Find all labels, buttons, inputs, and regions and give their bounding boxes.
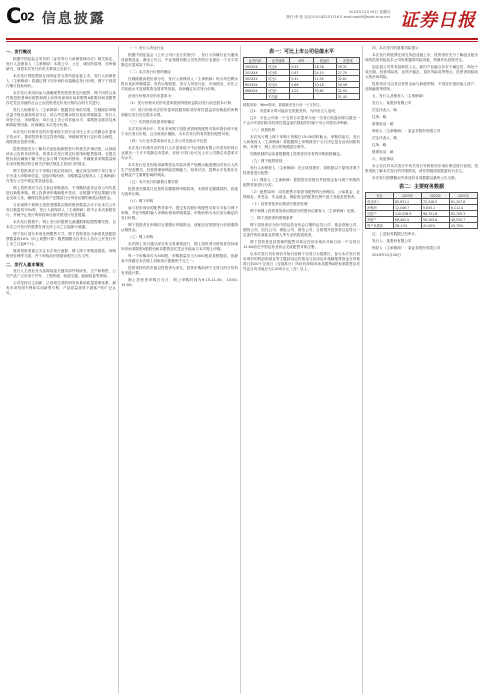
paragraph: （一）发行人所处行业	[128, 46, 164, 50]
paragraph: 参与初步询价的配售对象中，提交有效报价的配售对象方可参与网下申购，并在申购时输入申购价格和申购数量，申购价格为本次发行确定的发行价格。	[121, 206, 238, 220]
contact-line: 制作:李 波 电话:010-83251716 E-mail:zqrb9@zqrb.sina.net	[286, 15, 390, 19]
section-title: 信息披露	[41, 11, 106, 27]
paragraph: 每一个申购单位为500股，申购数量应当为500股或其整数倍，但最高不得超过本次网上初始发行股数的千分之一。	[121, 254, 238, 263]
paragraph: 本次发行存在因取得募集资金导致净资产规模大幅度增加对发行人的生产经营模式、经营管理和风险控制能力、财务状况、盈利水平及股东长远利益产生重要影响的风险。	[121, 163, 238, 177]
table-cell: 96,331.6	[422, 211, 450, 217]
paragraph: 联系电话：略	[372, 150, 394, 154]
table-cell: 27.70	[336, 70, 359, 76]
column-4	[365, 46, 478, 694]
table-header-cell: 收盘价	[313, 58, 336, 64]
table-cell: 301XXX	[244, 70, 267, 76]
column-3	[243, 46, 360, 694]
table-header-cell: EPS	[290, 58, 313, 64]
table-cell: 可比A	[267, 64, 290, 70]
paragraph: 保荐人（主承销商）：某证券股份有限公司	[372, 246, 441, 250]
col1-footer-heading: 二、发行人基本情况	[6, 261, 44, 267]
paragraph: （四）与行业市盈率和可比上市公司估值水平比较	[128, 139, 208, 143]
paragraph: 根据中国证监会《上市公司行业分类指引》，发行人所属行业为通用设备制造业。截至公告日，中证指数有限公司发布的行业最近一个月平均静态市盈率如下所示。	[121, 53, 238, 67]
paragraph: 发行人：某股份有限公司	[372, 239, 412, 243]
table-cell: 0.66	[290, 82, 313, 88]
table-header-cell: 2022年	[422, 193, 450, 199]
paragraph: （2）配售原则：同类配售对象获得配售的比例相同，公募基金、社保基金、养老金、年金基金、保险资金的配售比例不低于其他类投资者。	[243, 189, 360, 199]
paragraph: 六、其他事项	[372, 157, 394, 161]
table-cell: 30.61	[336, 76, 359, 82]
table-cell: 8,112.4	[450, 205, 478, 211]
table1-note: 数据来源：Wind资讯，数据截至发行前一个交易日。	[243, 103, 323, 107]
table-cell: 33.60	[313, 88, 336, 94]
paragraph: 法定代表人：略	[372, 108, 398, 112]
column-divider	[240, 46, 241, 694]
col2-body	[121, 46, 238, 288]
table-cell: 可比C	[267, 76, 290, 82]
paragraph: 回拨机制的启动将根据网上投资者初步有效申购倍数确定。	[250, 151, 344, 156]
paragraph: 联系电话：略	[372, 122, 394, 126]
paragraph: 网上投资者应当自主表达申购意向，不得概括委托证券公司代其进行新股申购。网上投资者申购新股中签后，应根据中签结果履行资金交收义务，确保其资金账户在缴款日日终有足额的新股认购资金。	[6, 185, 116, 200]
page-number-group	[6, 4, 106, 28]
table-cell: 72,418.5	[422, 199, 450, 205]
paragraph: 本次发行价格对应的发行人市盈率低于中证指数有限公司发布的同行业最近一个月平均静态市盈率，亦低于同行业可比上市公司静态市盈率平均水平。	[121, 146, 238, 160]
paragraph: 注1：市盈率计算可能存在尾数差异，为四舍五入造成；	[250, 108, 339, 113]
column-divider	[362, 46, 363, 694]
table-cell: 35.31	[336, 64, 359, 70]
table-row	[244, 94, 360, 100]
table-cell	[313, 94, 336, 100]
paragraph: 网下投资者在申购时无需缴付申购资金，获配后应按照发行价格缴纳认购资金。	[121, 223, 238, 232]
paragraph: 本次发行的股票拟在深圳证券交易所创业板上市，发行人和保荐人（主承销商）将通过网下初步询价直接确定发行价格，网下不再进行累计投标询价。	[6, 73, 116, 88]
table-header-cell: 2021年	[450, 193, 478, 199]
paragraph: 保荐人（主承销商）：某证券股份有限公司	[372, 129, 441, 133]
issue-date: 2024年12月26日 星期四	[349, 10, 390, 14]
paragraph: 公司坚持自主创新，已形成完善的研发体系和质量管理体系，拥有多项发明专利和实用新型专利，产品质量获得下游客户的广泛认可。	[6, 281, 116, 295]
table2-title: 表二：主要财务数据	[398, 184, 444, 190]
table-header-cell: 2023年	[394, 193, 422, 199]
table-header-cell: 项目	[366, 193, 394, 199]
paragraph: （八）回拨机制	[250, 127, 276, 132]
table-cell: 净资产	[366, 217, 394, 223]
table-cell: 净利润	[366, 205, 394, 211]
paragraph: （1）保荐人（主承销商）将提供有效报价并按规定参与网下申购的配售对象进行分类；	[243, 177, 360, 187]
paragraph: 网下投资者应当于申购日规定时间内，通过深交所网下发行电子平台录入申购单信息，包括申购价格、申购数量及保荐人（主承销商）在发行公告中规定的其他信息。	[6, 168, 116, 183]
col4-body	[365, 46, 478, 181]
table-cell: 资产负债率	[366, 223, 394, 229]
table-cell: 总资产	[366, 211, 394, 217]
table-cell: 0.41	[290, 76, 313, 82]
table-cell: 38.11%	[394, 223, 422, 229]
table-row	[366, 223, 478, 229]
column-2	[121, 46, 238, 694]
table-cell: 12.55	[313, 76, 336, 82]
table-cell: 20.18	[313, 82, 336, 88]
paragraph: 网下和网上投资者放弃认购部分的股份由保荐人（主承销商）包销。	[250, 208, 358, 213]
paragraph: 网上投资者申购日当日，网上申购时间为9:15-11:30、13:00-15:00。	[121, 278, 238, 287]
paragraph: （七）网上申购	[128, 235, 154, 239]
header-rule	[6, 38, 478, 40]
table-cell: 82,709.3	[450, 211, 478, 217]
table-cell: 18.36	[313, 64, 336, 70]
col4-tail	[365, 232, 478, 258]
table-cell: 1.02	[290, 88, 313, 94]
page-number-suffix: 02	[20, 10, 34, 24]
paragraph: （六）网下申购	[128, 199, 154, 203]
paragraph: 发行人主营业务为高端装备关键零部件的研发、生产和销售，公司产品广泛应用于汽车、工程机械、轨道交通、能源装备等领域。	[6, 269, 116, 278]
paragraph: 2024年12月26日	[372, 253, 402, 257]
page-header	[0, 0, 484, 42]
table-cell: 可比E	[267, 88, 290, 94]
paragraph: （二）本次发行价格的确定	[128, 70, 172, 74]
table-cell: 41.50%	[422, 223, 450, 229]
paragraph: 发行人和保荐人（主承销商）根据初步询价结果，在剔除拟申购总量中报价最高的部分后，综合考虑剩余报价及拟申购数量、发行人所处行业、市场情况、同行业上市公司估值水平、募集资金需求及承销风险等因素，协商确定本次发行价格。	[6, 107, 116, 127]
paragraph: 注2：可比公司前一个交易日市盈率为前一交易日收盘价除以最近一个会计年度扣除非经常性损益前后孰低的归属于母公司股东净利润。	[243, 115, 360, 125]
col3-body	[243, 109, 360, 272]
paragraph: 创业板公司具有创新投入大、新旧产业融合存在不确定性、尚处于成长期、经营风险高、业绩不稳定、退市风险高等特点，投资者面临较大的市场风险。	[365, 65, 478, 79]
paragraph: 在剔除最高报价部分后，发行人和保荐人（主承销商）综合考虑剩余报价及拟申购数量、有效认购倍数、发行人所处行业、市场情况、可比公司估值水平及募集资金需求等因素，协商确定本次发行价格。	[121, 77, 238, 91]
paragraph: （三）有效报价投资者的确定	[128, 120, 175, 124]
table-cell: 68,402.5	[394, 217, 422, 223]
paragraph: 本次发行价格对应的市盈率低于同行业可比上市公司静态市盈率平均水平，提请投资者关注投资风险，审慎研判发行定价的合理性，理性做出投资决策。	[6, 129, 116, 144]
paragraph: 本公告仅对本次发行中有关发行安排和初步询价事宜进行说明，投资者欲了解本次发行的详细情况，请仔细阅读招股意向书全文。	[365, 164, 478, 173]
table1-title: 表一：可比上市公司估值水平	[268, 49, 334, 55]
paragraph: 投资者应当以其自有资金参与新股申购，不得存在借用他人账户、违规融资等情形。	[365, 82, 478, 91]
paragraph: 投资者在缴款日应按时足额缴纳申购款项，未按时足额缴款的，将视为放弃认购。	[121, 187, 238, 196]
table-cell: 可比B	[267, 70, 290, 76]
masthead-logo: 证券日报	[400, 10, 476, 31]
table-cell: 688XXX	[244, 88, 267, 94]
paragraph: 本次初步询价中，共有多家网下投资者管理的配售对象申报价格不低于本次发行价格，且未被高价剔除，为本次发行的有效报价配售对象。	[121, 127, 238, 136]
col1-heading: 一、发行概况	[6, 49, 32, 54]
paragraph: 当出现网下和网上投资者缴款认购的股份数量合计不足本次公开发行数量的70%时，发行人和保荐人（主承销商）将中止本次新股发行，并就中止发行的原因和后续安排进行信息披露。	[6, 202, 116, 217]
column-divider	[118, 46, 119, 694]
table-cell: 12,046.7	[394, 205, 422, 211]
table-cell: 85,631.2	[394, 199, 422, 205]
paragraph: 三、网下投资者的资格条件	[250, 215, 294, 220]
table-cell: 0.52	[290, 64, 313, 70]
paragraph: 本次网上发行通过深交所交易系统进行，网上投资者可使用其所持深圳市场非限售A股股份和非限售存托凭证市值参与本次网上申购。	[121, 242, 238, 251]
paragraph: 本次发行的股票在深交所创业板上市，投资者应充分了解创业板市场的投资风险及本公司所披露的风险因素，审慎作出投资决定。	[365, 53, 478, 62]
table-header-cell: 市盈率	[336, 58, 359, 64]
paragraph: 发行人和保荐人（主承销商）在完成回拨后，将根据以下原则对网下投资者进行配售：	[243, 165, 360, 175]
col1-footer-body	[6, 269, 116, 296]
paragraph: （1）发行价格对应的市盈率按照每股收益除以发行前总股本计算；	[128, 101, 235, 105]
paragraph: 注：上述财务数据已经审计。	[372, 232, 419, 236]
table-cell: 30.58	[336, 82, 359, 88]
table-cell: 300XXX	[244, 64, 267, 70]
paragraph: 投资者需充分了解有关创业板新股发行的相关法律法规，认真阅读本公告的各项内容，知悉本次发行的定价原则和配售原则，在提交报价前应确保不属于禁止参与网下询价的情形，并确保其申购数量和未来持股情况符合相关法律法规及主管部门的规定。	[6, 146, 116, 166]
table-cell: 32.94	[336, 88, 359, 94]
masthead-block	[400, 6, 476, 32]
paragraph: （2）发行价格对应的市盈率按照扣除非经常性损益前后孰低的净利润除以发行后总股本计算。	[121, 108, 238, 117]
paragraph: 四、本次发行的重要风险提示	[372, 46, 419, 50]
paragraph: 网下发行部分采用比例限售方式，网下投资者应当承诺其获配股票数量的10%（向上取整计算）限售期限为自发行人首次公开发行并上市之日起6个月。	[6, 231, 116, 246]
page-number: C02	[6, 4, 34, 28]
paragraph: 发行人：某股份有限公司	[372, 101, 412, 105]
table-cell	[244, 94, 267, 100]
table-cell: 61,207.8	[450, 199, 478, 205]
table-cell: 002XXX	[244, 76, 267, 82]
comparable-companies-table	[243, 57, 360, 100]
paragraph: （九）网下配售原则	[250, 158, 283, 163]
paragraph: 投资者持有的市值以投资者为单位，按其申购前两个交易日的日均持有市值计算。	[121, 266, 238, 275]
paragraph: 本次发行股票中，网上发行的股票无流通限制及限售期安排，自本次公开发行的股票在深交所上市之日起即可流通。	[6, 219, 116, 229]
table-cell: 可比D	[267, 82, 290, 88]
table-cell: 平均值	[267, 94, 290, 100]
paragraph: 根据中国证监会发布的《证券发行与承销管理办法》相关规定，发行人及保荐人（主承销商）本着公平、公正、诚信的原则，经审慎研究，现将本次发行的有关事项公告如下。	[6, 56, 116, 71]
paragraph: （五）本次发行的重要日期安排	[128, 180, 179, 184]
table-cell: 110,528.9	[394, 211, 422, 217]
table-cell: 46,520.7	[450, 217, 478, 223]
table-cell: 0.87	[290, 70, 313, 76]
paragraph: 住所：略	[372, 115, 387, 119]
paragraph: 法定代表人：略	[372, 136, 398, 140]
table-header-cell: 证券代码	[244, 58, 267, 64]
table-cell: 56,355.8	[422, 217, 450, 223]
table-cell: 603XXX	[244, 82, 267, 88]
paragraph: 本次发行网上网下申购于申购日15:00同时截止。申购结束后，发行人和保荐人（主承销商）将根据网上申购情况于当日决定是否启动回拨机制，对网下、网上发行的规模进行调节。	[243, 134, 360, 149]
paragraph: 五、发行人及保荐人（主承销商）	[372, 94, 426, 98]
table-cell: 43.75%	[450, 223, 478, 229]
header-rule-thin	[6, 41, 478, 42]
table-cell: 31.43	[336, 94, 359, 100]
paragraph: 网下投资者及其管理的配售对象应在初步询价开始日前一个交易日12:00前在中国证券业协会完成配售对象注册。	[243, 239, 360, 249]
paragraph: 敬请投资者重点关注本次发行流程、网上网下申购及缴款、弃购股份处理等方面，并于申购前仔细阅读相关公告文件。	[6, 248, 116, 258]
table-cell: 营业收入	[366, 199, 394, 205]
financial-data-table	[365, 192, 478, 229]
paragraph: 此发行价格对应的市盈率为：	[128, 94, 175, 98]
issue-meta	[286, 10, 390, 20]
paragraph: 本次发行股票概况中涉及的各项数据以最终公告为准。	[372, 176, 459, 180]
column-1	[6, 46, 116, 694]
table-header-cell: 证券简称	[267, 58, 290, 64]
paragraph: 住所：略	[372, 143, 387, 147]
paragraph: （十）投资者放弃认购部分股份处理	[250, 201, 308, 206]
table-cell	[290, 94, 313, 100]
table-cell: 9,835.1	[422, 205, 450, 211]
col1-body	[6, 57, 116, 259]
paragraph: 以本次发行初步询价开始日前两个交易日为基准日，参与本次发行初步询价的科创和创业等主题封闭运作基金与封闭运作战略配售基金在该基准日前20个交易日（含基准日）所持有深圳市场非限售A股和非限售存托凭证日均市值应为1,000万元（含）以上。	[243, 251, 360, 271]
table-cell: 24.10	[313, 70, 336, 76]
paragraph: 本次发行采用向参与战略配售的投资者定向配售、网下向符合条件的投资者询价配售和网上向持有深圳市场非限售A股股份和非限售存托凭证市值的社会公众投资者定价发行相结合的方式进行。	[6, 90, 116, 105]
paragraph: 网下投资者应为经中国证券业协会注册的证券公司、基金管理公司、期货公司、信托公司、保险公司、财务公司、合格境外投资者以及符合一定条件的私募基金管理人等专业机构投资者。	[243, 222, 360, 237]
